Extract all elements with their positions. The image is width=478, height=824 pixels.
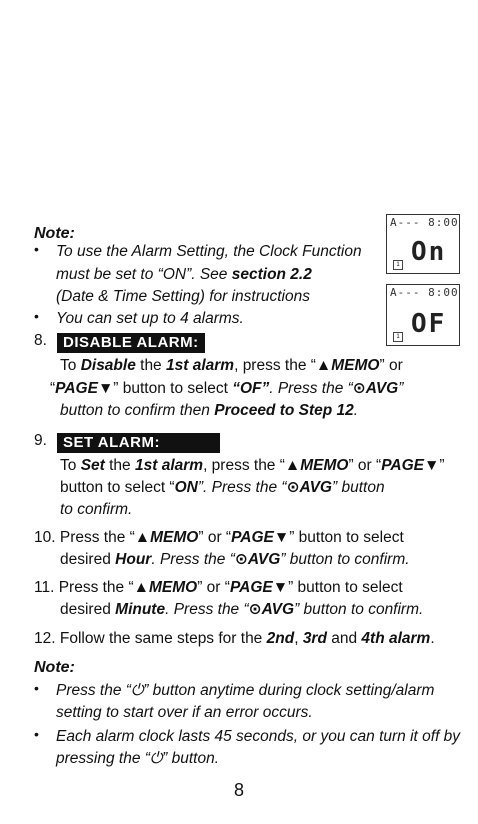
section-reference: section 2.2 (231, 266, 312, 283)
step-text: 10. Press the “▲MEMO” or “PAGE▼” button to select (34, 529, 404, 546)
step-number: 9. (34, 432, 47, 449)
text-run: must be set to “ON”. See (56, 266, 232, 283)
bullet-dot: • (34, 241, 39, 257)
step-text: desired Minute. Press the “⊙AVG” button to confirm. (60, 601, 424, 618)
note-text: (Date & Time Setting) for instructions (56, 288, 310, 305)
step-text: button to confirm then Proceed to Step 12. (60, 402, 359, 419)
note-text: setting to start over if an error occurs. (56, 704, 313, 721)
step-text: to confirm. (60, 501, 133, 518)
lcd-status-readout: OF (411, 309, 447, 339)
disable-alarm-banner (57, 333, 205, 353)
step-text: 12. Follow the same steps for the 2nd, 3rd and 4th alarm. (34, 630, 435, 647)
alarm-icon: 1 (393, 260, 403, 270)
note-text: Press the “⏻” button anytime during clock setting/alarm (56, 682, 435, 699)
bullet-dot: • (34, 680, 39, 696)
note-text (56, 264, 312, 286)
lcd-time-readout: A--- 8:00 (390, 286, 459, 299)
set-alarm-banner (57, 433, 220, 453)
step-text: desired Hour. Press the “⊙AVG” button to confirm. (60, 551, 410, 568)
bullet-dot: • (34, 726, 39, 742)
bullet-dot: • (34, 308, 39, 324)
note-text: You can set up to 4 alarms. (56, 310, 244, 327)
step-text: To Set the 1st alarm, press the “▲MEMO” or “PAGE▼” (60, 457, 445, 474)
banner-label: SET ALARM: (57, 433, 220, 453)
note-text: pressing the “⏻” button. (56, 750, 220, 767)
alarm-icon: 1 (393, 332, 403, 342)
lcd-display-off (386, 284, 460, 346)
banner-label: DISABLE ALARM: (57, 333, 205, 353)
step-text: “PAGE▼” button to select “OF”. Press the “⊙AVG” (50, 380, 404, 397)
note-text: Each alarm clock lasts 45 seconds, or you can turn it off by (56, 728, 461, 745)
note-text: To use the Alarm Setting, the Clock Function (56, 243, 362, 260)
lcd-display-on (386, 214, 460, 274)
step-text: 11. Press the “▲MEMO” or “PAGE▼” button to select (34, 579, 403, 596)
step-text: button to select “ON”. Press the “⊙AVG” button (60, 479, 385, 496)
note-heading: Note: (34, 659, 75, 676)
lcd-status-readout: On (411, 237, 447, 267)
step-number: 8. (34, 332, 47, 349)
lcd-time-readout: A--- 8:00 (390, 216, 459, 229)
step-text: To Disable the 1st alarm, press the “▲MEMO” or (60, 357, 403, 374)
note-heading: Note: (34, 225, 75, 242)
page-number: 8 (233, 780, 244, 800)
